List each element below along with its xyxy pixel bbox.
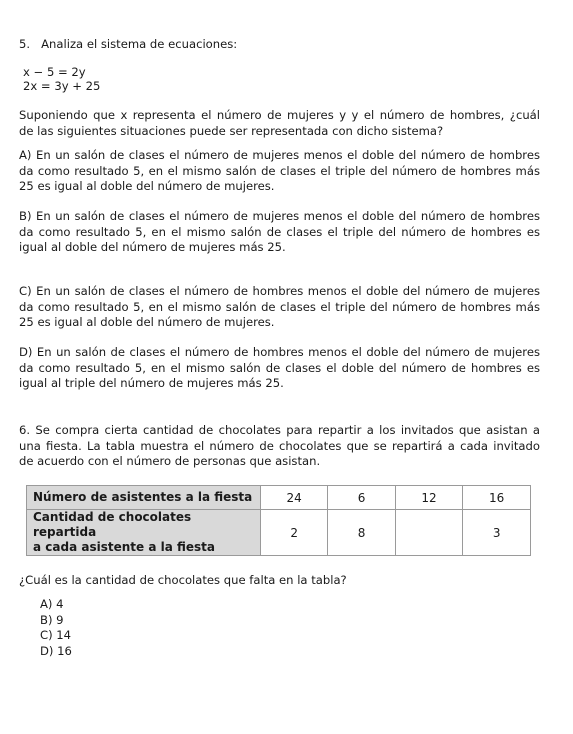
option-line: B) En un salón de clases el número de mujeres menos el doble del número de hombres [19, 209, 540, 223]
q6-text-line: una fiesta. La tabla muestra el número de chocolates que se repartirá a cada invitado [19, 438, 540, 453]
table-cell: 24 [260, 486, 328, 510]
answer-a: A) 4 [40, 597, 64, 611]
table-header-attendees: Número de asistentes a la fiesta [27, 486, 261, 510]
q5-header [19, 37, 237, 51]
q5-title: Analiza el sistema de ecuaciones: [41, 37, 238, 51]
chocolates-table [26, 485, 531, 556]
answer-c: C) 14 [40, 628, 72, 642]
table-row [27, 486, 531, 510]
q5-intro-line: de las siguientes situaciones puede ser representada con dicho sistema? [19, 123, 444, 138]
option-line: A) En un salón de clases el número de mujeres menos el doble del número de hombres [19, 148, 540, 162]
table-header-line: Cantidad de chocolates repartida [33, 510, 192, 539]
table-row [27, 510, 531, 556]
table-header-line: a cada asistente a la fiesta [33, 540, 215, 554]
option-line: C) En un salón de clases el número de hombres menos el doble del número de mujeres [19, 284, 540, 298]
q5-option-b [19, 209, 540, 256]
table-cell: 12 [395, 486, 463, 510]
equation-2: 2x = 3y + 25 [23, 79, 101, 93]
table-cell: 3 [463, 510, 531, 556]
option-line: da como resultado 5, en el mismo salón de clases el triple del número de hombres más [19, 299, 540, 314]
q5-intro-line: Suponiendo que x representa el número de mujeres y y el número de hombres, ¿cuál [19, 108, 540, 122]
option-line: da como resultado 5, en el mismo salón de clases el triple del número de hombres más [19, 163, 540, 178]
option-line: da como resultado 5, en el mismo salón de clases el doble del número de hombres es [19, 360, 540, 375]
option-line: D) En un salón de clases el número de hombres menos el doble del número de mujeres [19, 345, 540, 359]
q6-question: ¿Cuál es la cantidad de chocolates que falta en la tabla? [19, 573, 347, 587]
option-line: da como resultado 5, en el mismo salón de clases el triple del número de hombres es [19, 224, 540, 239]
q5-option-c [19, 284, 540, 331]
equation-1: x − 5 = 2y [23, 65, 86, 79]
q5-intro [19, 108, 540, 139]
q5-number: 5. [19, 37, 31, 51]
answer-d: D) 16 [40, 643, 72, 658]
table-cell: 16 [463, 486, 531, 510]
option-line: 25 es igual al doble del número de mujeres. [19, 315, 275, 329]
q6-text [19, 423, 540, 470]
option-line: 25 es igual al doble del número de mujeres. [19, 179, 275, 193]
option-line: igual al doble del número de mujeres más 25. [19, 240, 286, 254]
answer-b: B) 9 [40, 612, 64, 627]
table-cell: 2 [260, 510, 328, 556]
table-cell-missing [395, 510, 463, 556]
q6-answers [40, 597, 72, 659]
equation-system [23, 65, 100, 93]
q5-option-a [19, 148, 540, 195]
table-header-chocolates [27, 510, 261, 556]
q6-text-line: 6. Se compra cierta cantidad de chocolates para repartir a los invitados que asistan a [19, 423, 540, 437]
table-cell: 6 [328, 486, 395, 510]
q6-text-line: de acuerdo con el número de personas que asistan. [19, 454, 321, 468]
option-line: igual al triple del número de mujeres más 25. [19, 376, 284, 390]
table-cell: 8 [328, 510, 395, 556]
q5-option-d [19, 345, 540, 392]
